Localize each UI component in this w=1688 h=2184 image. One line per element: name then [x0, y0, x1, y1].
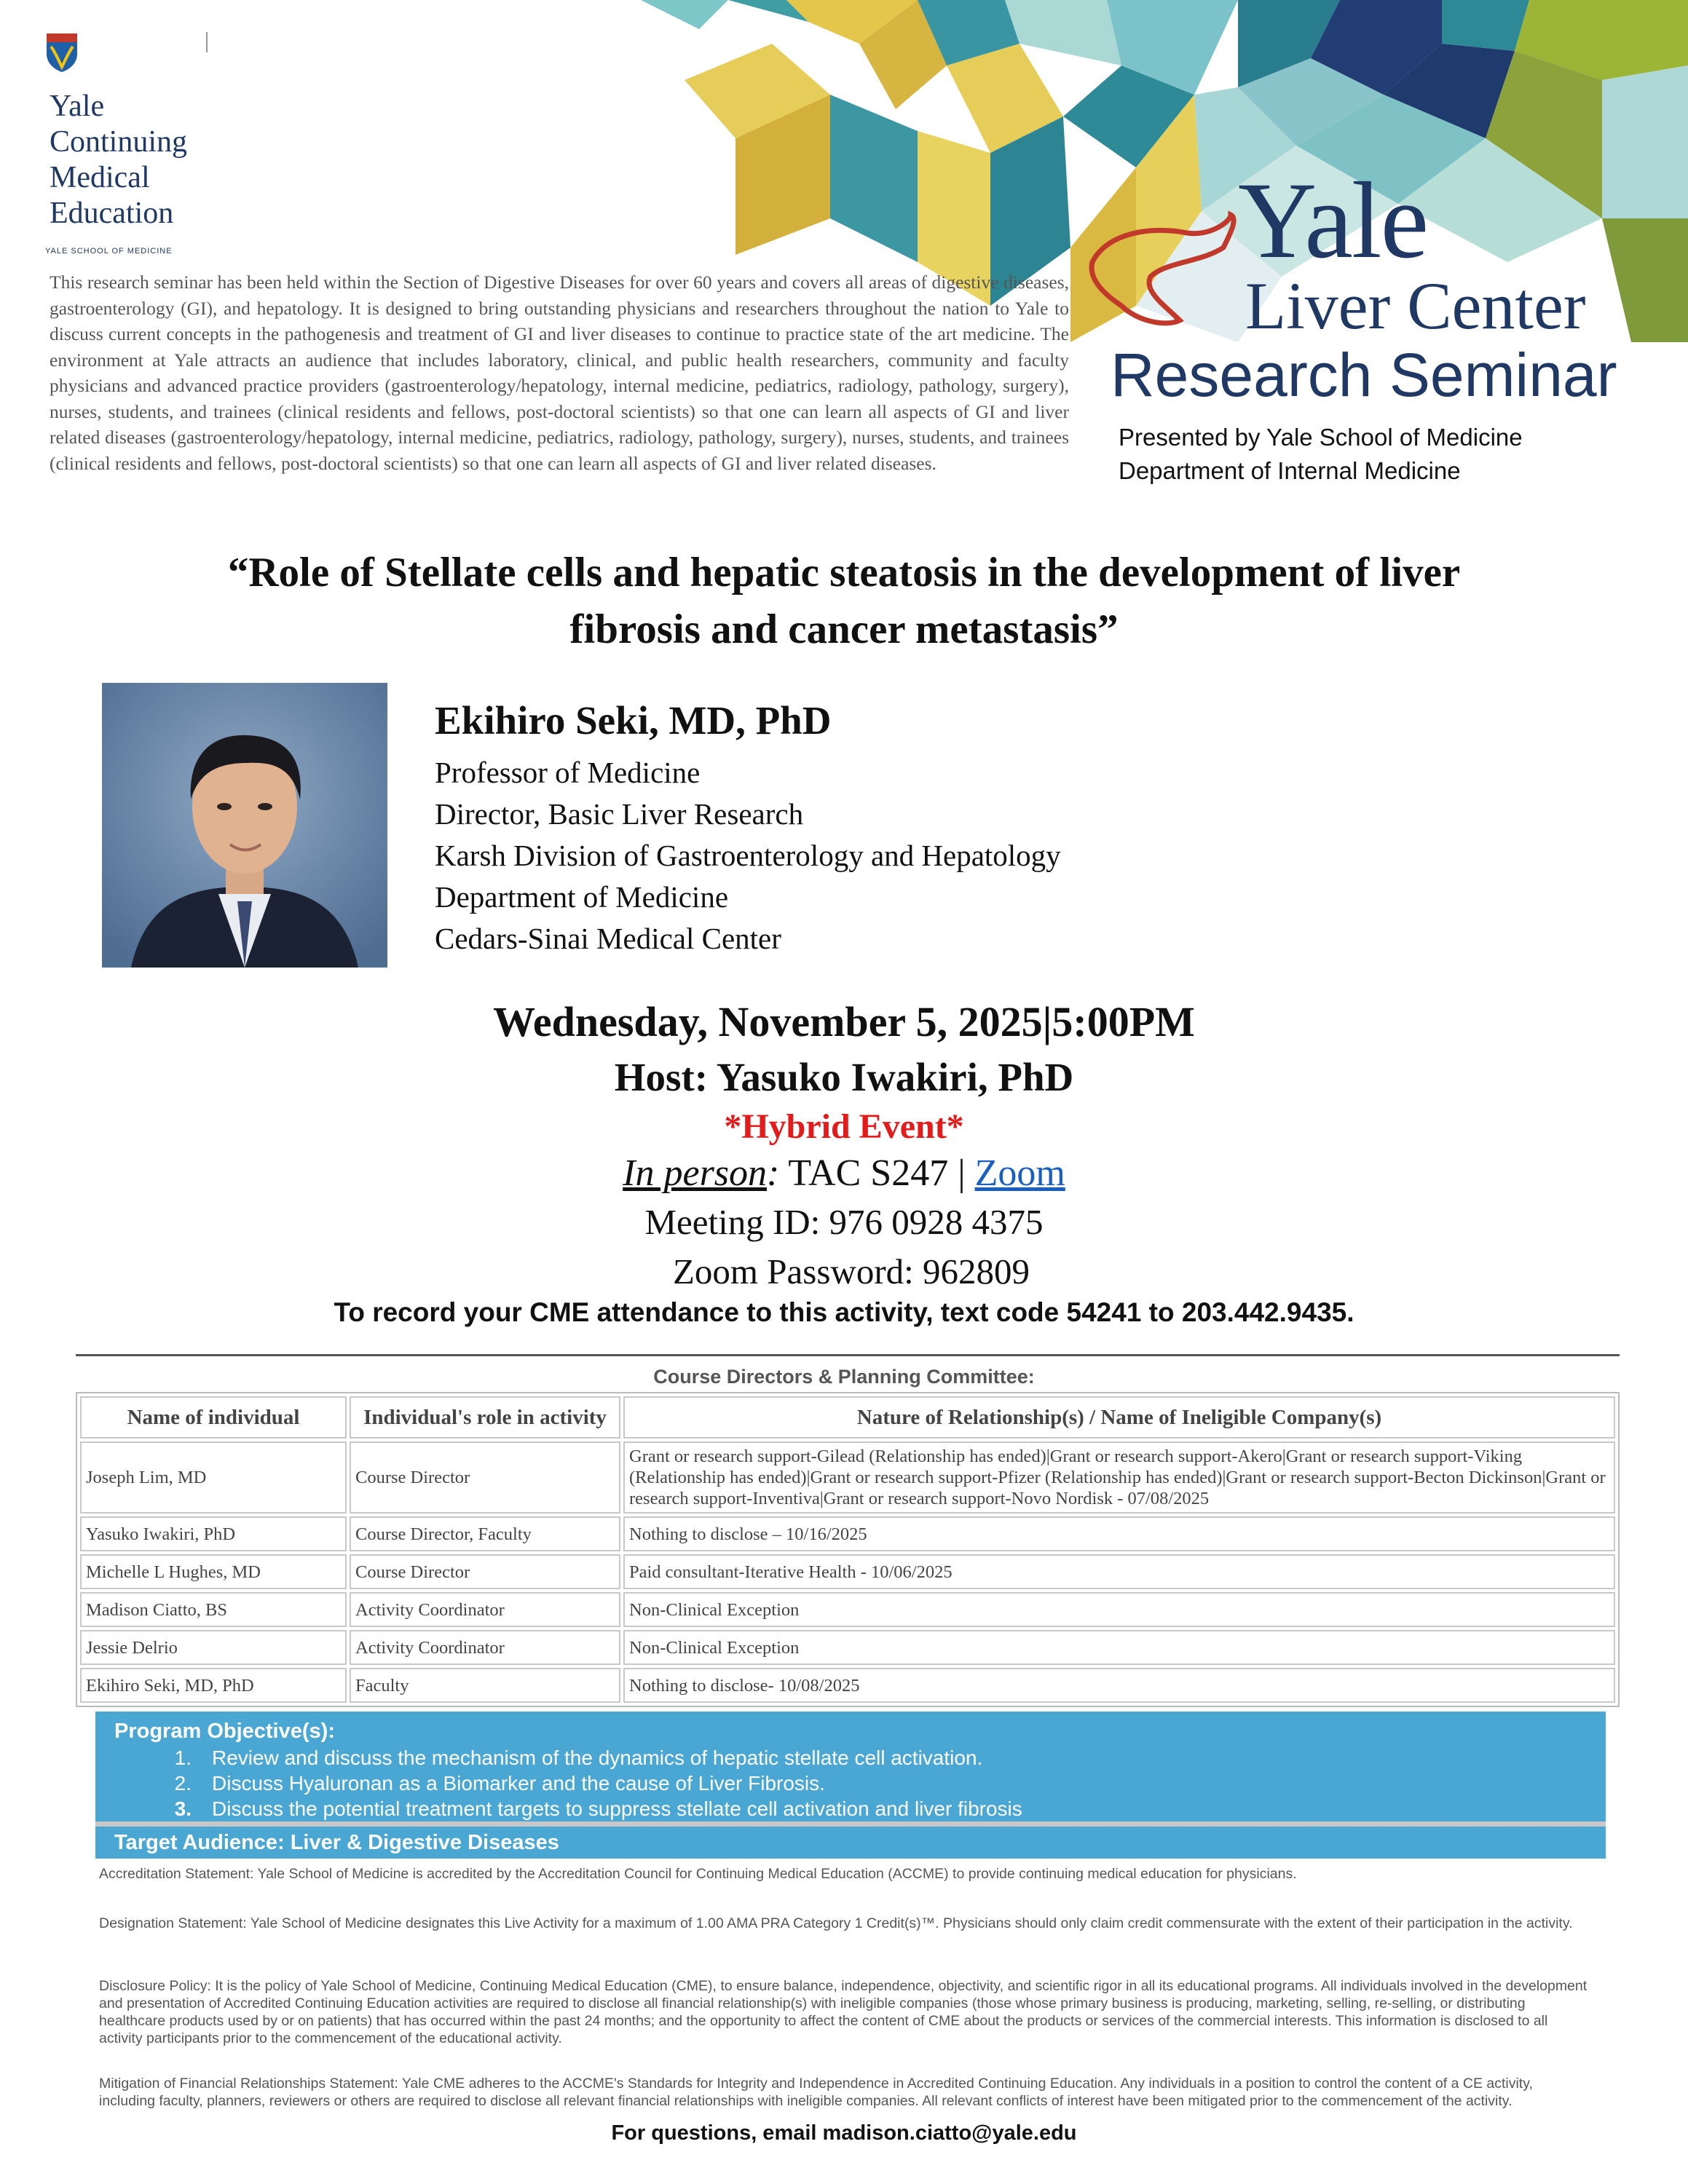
table-cell-relationship: Nothing to disclose- 10/08/2025: [623, 1668, 1615, 1703]
table-cell-relationship: Grant or research support-Gilead (Relationship has ended)|Grant or research support-Akero|Grant or research support-Viking (Relationship has ended)|Grant or research support-Pfizer (Relationship has ended)|Grant or research support-Becton Dickinson|Grant or research support-Inventiva|Grant or research support-Novo Nordisk - 07/08/2025: [623, 1441, 1615, 1514]
objective-item: [95, 1745, 1022, 1770]
presented-by-line: Presented by Yale School of Medicine: [1119, 424, 1523, 451]
event-date: Wednesday, November 5, 2025: [493, 998, 1043, 1045]
table-cell-name: Madison Ciatto, BS: [80, 1592, 347, 1627]
target-audience-bar: [95, 1827, 1606, 1859]
research-seminar-heading: Research Seminar: [1111, 341, 1617, 409]
date-separator: |: [1042, 998, 1052, 1045]
cme-attendance-note: To record your CME attendance to this activity, text code 54241 to 203.442.9435.: [334, 1297, 1354, 1327]
table-cell-relationship: Non-Clinical Exception: [623, 1592, 1615, 1627]
talk-title-line: “Role of Stellate cells and hepatic steatosis in the development of liver: [227, 550, 1461, 596]
event-location: [0, 1152, 1688, 1195]
table-cell-relationship: Paid consultant-Iterative Health - 10/06/2025: [623, 1554, 1615, 1589]
objective-text: Discuss the potential treatment targets to suppress stellate cell activation and liver fibrosis: [212, 1797, 1022, 1820]
speaker-title-line: Department of Medicine: [435, 880, 729, 914]
table-row: [80, 1441, 1615, 1514]
column-header: Nature of Relationship(s) / Name of Ineligible Company(s): [623, 1396, 1615, 1439]
designation-statement: Designation Statement: Yale School of Medicine designates this Live Activity for a maximum of 1.00 AMA PRA Category 1 Credit(s)™. Physicians should only claim credit commensurate with the extent of their participation in the activity.: [99, 1915, 1573, 1931]
liver-center-yale-wordmark: Yale: [1238, 160, 1428, 281]
liver-center-wordmark: Liver Center: [1245, 269, 1586, 343]
objective-number: 3.: [174, 1797, 192, 1820]
table-row: [80, 1668, 1615, 1703]
table-cell-name: Michelle L Hughes, MD: [80, 1554, 347, 1589]
objective-number: 2.: [174, 1772, 192, 1795]
disclosure-policy: Disclosure Policy: It is the policy of Yale School of Medicine, Continuing Medical Education (CME), to ensure balance, independence, objectivity, and scientific rigor in all its educational programs. All individuals involved in the development and presentation of Accredited Continuing Education activities are required to disclose all financial relationship(s) with ineligible companies (those whose primary business is producing, marketing, selling, re-selling, or distributing healthcare products used by or on patients) that has occurred within the past 24 months; and the opportunity to affect the content of CME about the products or services of the commercial interests. This information is disclosed to all activity participants prior to the commencement of the educational activity.: [99, 1978, 1588, 2046]
in-person-colon: :: [767, 1152, 780, 1194]
department-line: Department of Internal Medicine: [1119, 457, 1461, 484]
table-header-row: [80, 1396, 1615, 1439]
accreditation-statement: Accreditation Statement: Yale School of Medicine is accredited by the Accreditation Council for Continuing Medical Education (ACCME) to provide continuing medical education for physicians.: [99, 1866, 1297, 1882]
objective-text: Discuss Hyaluronan as a Biomarker and the cause of Liver Fibrosis.: [212, 1772, 825, 1795]
speaker-photo: [102, 683, 387, 968]
talk-title-line: fibrosis and cancer metastasis”: [569, 606, 1119, 652]
table-cell-role: Activity Coordinator: [350, 1630, 620, 1665]
seminar-description: This research seminar has been held within the Section of Digestive Diseases for over 60 years and covers all areas of digestive diseases, gastroenterology (GI), and hepatology. It is designed to bring outstanding physicians and researchers throughout the nation to Yale to discuss current concepts in the pathogenesis and treatment of GI and liver diseases to continue to practice state of the art medicine. The environment at Yale attracts an audience that includes laboratory, clinical, and public health researchers, community and faculty physicians and advanced practice providers (gastroenterology/hepatology, internal medicine, pediatrics, radiology, pathology, surgery), nurses, students, and trainees (clinical residents and fellows, post-doctoral scientists) so that one can learn all aspects of GI and liver related diseases (gastroenterology/hepatology, internal medicine, pediatrics, radiology, pathology, surgery), nurses, students, and trainees (clinical residents and fellows, post-doctoral scientists) so that one can learn all aspects of GI and liver related diseases.: [50, 272, 1069, 474]
event-time: 5:00PM: [1052, 998, 1195, 1045]
disclosure-table: [76, 1392, 1620, 1707]
talk-title: [87, 545, 1601, 658]
objectives-divider: [95, 1821, 1606, 1827]
speaker-title-line: Karsh Division of Gastroenterology and Hepatology: [435, 839, 1061, 872]
contact-footer: For questions, email madison.ciatto@yale.edu: [611, 2121, 1077, 2145]
table-row: [80, 1554, 1615, 1589]
logo-line: Medical: [50, 161, 150, 194]
objective-text: Review and discuss the mechanism of the dynamics of hepatic stellate cell activation.: [212, 1746, 983, 1769]
speaker-title-line: Cedars-Sinai Medical Center: [435, 922, 781, 955]
table-row: [80, 1516, 1615, 1551]
event-host: Host: Yasuko Iwakiri, PhD: [614, 1055, 1074, 1099]
speaker-title-line: Director, Basic Liver Research: [435, 797, 804, 831]
table-cell-name: Ekihiro Seki, MD, PhD: [80, 1668, 347, 1703]
logo-subtitle: YALE SCHOOL OF MEDICINE: [45, 247, 173, 256]
in-person-label: In person: [623, 1152, 768, 1194]
table-cell-relationship: Non-Clinical Exception: [623, 1630, 1615, 1665]
table-cell-role: Course Director: [350, 1441, 620, 1514]
section-divider: [76, 1354, 1620, 1356]
table-row: [80, 1630, 1615, 1665]
yale-shield-icon: [45, 32, 79, 73]
table-row: [80, 1592, 1615, 1627]
zoom-password: Zoom Password: 962809: [673, 1251, 1030, 1291]
speaker-name: Ekihiro Seki, MD, PhD: [435, 698, 832, 743]
table-cell-name: Joseph Lim, MD: [80, 1441, 347, 1514]
hybrid-event-label: *Hybrid Event*: [724, 1107, 964, 1146]
column-header: Name of individual: [80, 1396, 347, 1439]
objective-number: 1.: [174, 1746, 192, 1769]
speaker-titles: [435, 752, 1061, 960]
room-text: TAC S247 |: [779, 1152, 975, 1194]
objectives-list: [95, 1745, 1022, 1821]
presented-by: [1119, 421, 1523, 488]
target-audience: Target Audience: Liver & Digestive Diseases: [114, 1831, 559, 1854]
meeting-id: Meeting ID: 976 0928 4375: [644, 1202, 1044, 1242]
logo-line: Education: [50, 197, 174, 230]
table-cell-role: Course Director: [350, 1554, 620, 1589]
table-cell-role: Activity Coordinator: [350, 1592, 620, 1627]
objectives-heading: Program Objective(s):: [114, 1720, 335, 1743]
event-date-time: [0, 997, 1688, 1046]
table-cell-relationship: Nothing to disclose – 10/16/2025: [623, 1516, 1615, 1551]
mitigation-statement: Mitigation of Financial Relationships Statement: Yale CME adheres to the ACCME's Standards for Integrity and Independence in Accredited Continuing Education. Any individuals in a position to control the content of a CE activity, including faculty, planners, reviewers or others are required to disclose all relevant financial relationships with ineligible companies. All relevant conflicts of interest have been mitigated prior to the commencement of the activity.: [99, 2076, 1533, 2109]
logo-line: Yale: [50, 90, 105, 123]
committee-heading: Course Directors & Planning Committee:: [653, 1366, 1035, 1388]
cme-logo-text: [50, 89, 187, 232]
program-objectives-box: [95, 1712, 1606, 1834]
table-cell-role: Course Director, Faculty: [350, 1516, 620, 1551]
column-header: Individual's role in activity: [350, 1396, 620, 1439]
table-cell-role: Faculty: [350, 1668, 620, 1703]
table-cell-name: Yasuko Iwakiri, PhD: [80, 1516, 347, 1551]
zoom-link[interactable]: Zoom: [974, 1152, 1065, 1194]
objective-item: [95, 1796, 1022, 1821]
logo-line: Continuing: [50, 125, 188, 159]
objective-item: [95, 1770, 1022, 1796]
logo-divider: [206, 32, 208, 52]
table-cell-name: Jessie Delrio: [80, 1630, 347, 1665]
speaker-title-line: Professor of Medicine: [435, 756, 701, 789]
